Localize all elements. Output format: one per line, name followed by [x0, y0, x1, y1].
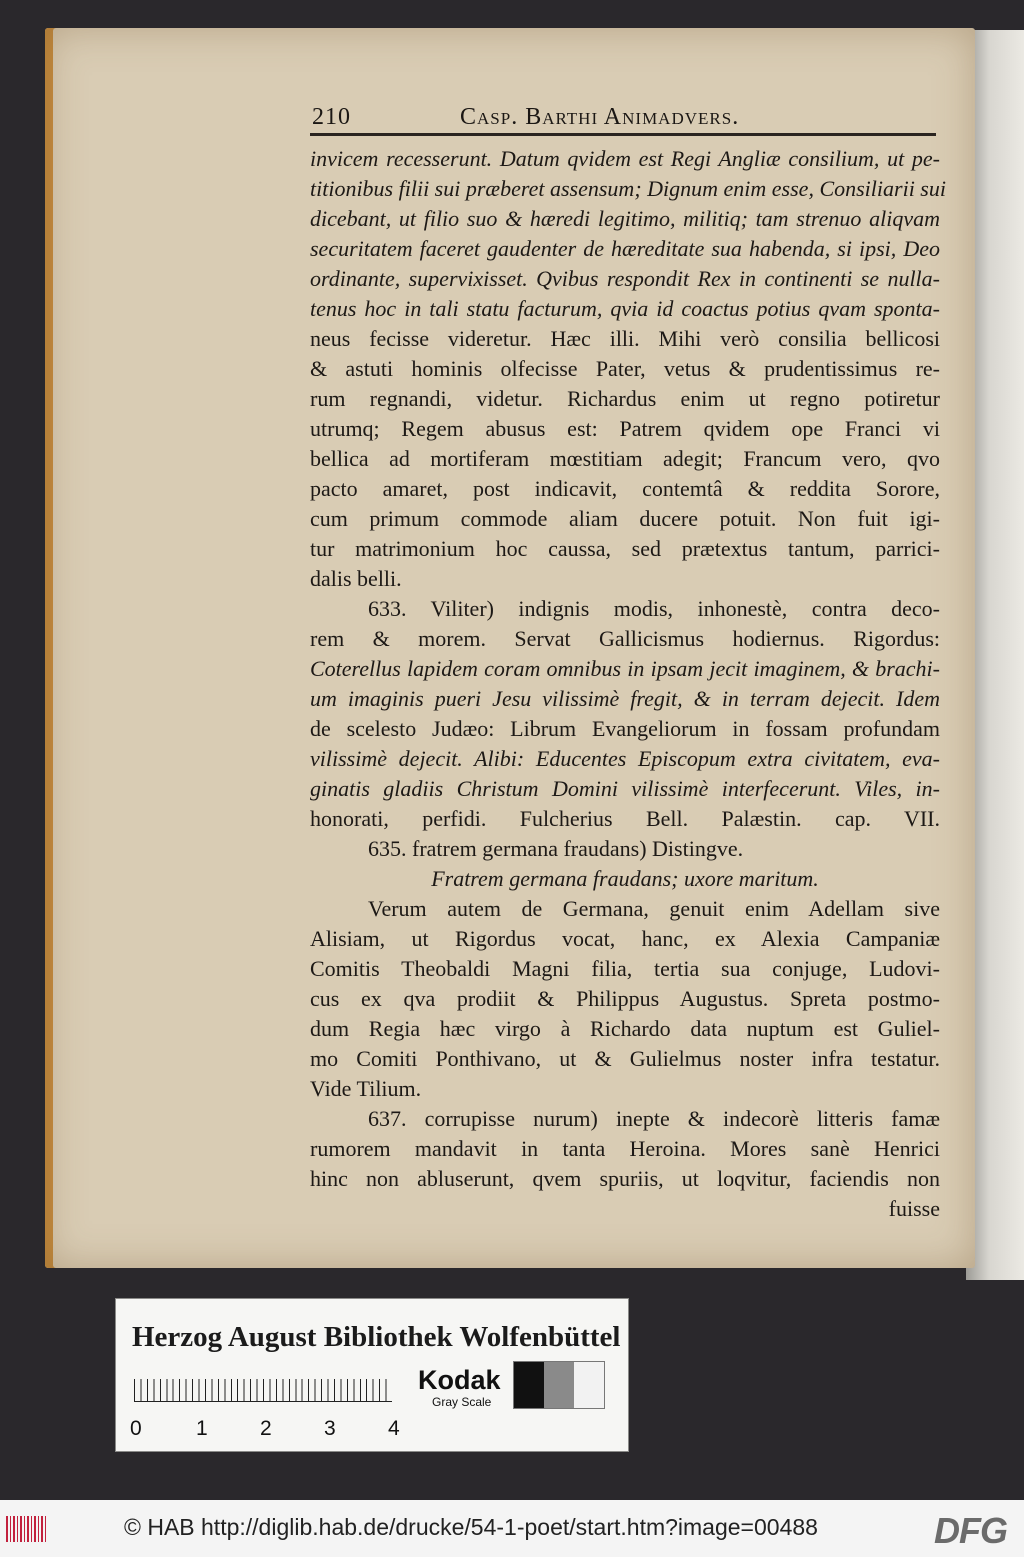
- text-line: fuisse: [888, 1196, 940, 1221]
- text-line: dum Regia hæc virgo à Richardo data nuptum est Guliel-: [310, 1016, 940, 1041]
- kodak-brand: Kodak: [418, 1365, 501, 1395]
- text-line: dicebant, ut filio suo & hæredi legitimo, militiq; tam strenuo aliqvam: [310, 206, 940, 231]
- text-line: Fratrem germana fraudans; uxore maritum.: [431, 866, 819, 891]
- text-line: de scelesto Judæo: Librum Evangeliorum in fossam profundam: [310, 716, 940, 741]
- scale-number: 3: [324, 1417, 336, 1440]
- barcode-icon: [6, 1516, 46, 1542]
- text-line: titionibus filii sui præberet assensum; Dignum enim esse, Consiliarii sui: [310, 176, 946, 201]
- text-line: rem & morem. Servat Gallicismus hodiernus. Rigordus:: [310, 626, 940, 651]
- scale-number: 1: [196, 1417, 208, 1440]
- text-line: invicem recesserunt. Datum qvidem est Regi Angliæ consilium, ut pe-: [310, 146, 940, 171]
- text-line: pacto amaret, post indicavit, contemtâ & reddita Sorore,: [310, 476, 940, 501]
- page-header: [312, 104, 940, 134]
- text-line: Coterellus lapidem coram omnibus in ipsam jecit imaginem, & brachi-: [310, 656, 940, 681]
- gray-scale-label: Gray Scale: [432, 1395, 492, 1409]
- text-line: & astuti hominis olfecisse Pater, vetus & prudentissimus re-: [310, 356, 940, 381]
- text-line: honorati, perfidi. Fulcherius Bell. Palæstin. cap. VII.: [310, 806, 940, 831]
- text-line: ginatis gladiis Christum Domini vilissimè interfecerunt. Viles, in-: [310, 776, 940, 801]
- text-line: rumorem mandavit in tanta Heroina. Mores sanè Henrici: [310, 1136, 940, 1161]
- color-scale-card: [115, 1298, 629, 1452]
- ruler-baseline: [134, 1401, 392, 1402]
- ruler-ticks: [134, 1379, 392, 1401]
- copyright-link[interactable]: © HAB http://diglib.hab.de/drucke/54-1-poet/start.htm?image=00488: [124, 1514, 818, 1540]
- page-text: [310, 144, 946, 1224]
- text-line: tenus hoc in tali statu facturum, qvia id coactus potius qvam sponta-: [310, 296, 940, 321]
- text-line: Vide Tilium.: [310, 1076, 422, 1101]
- text-line: rum regnandi, videtur. Richardus enim ut regno potiretur: [310, 386, 940, 411]
- scale-number: 4: [388, 1417, 400, 1440]
- running-title: Casp. Barthi Animadvers.: [460, 104, 740, 130]
- scale-number: 2: [260, 1417, 272, 1440]
- header-rule: [310, 133, 936, 136]
- text-line: utrumq; Regem abusus est: Patrem qvidem ope Franci vi: [310, 416, 940, 441]
- text-line: Verum autem de Germana, genuit enim Adellam sive: [368, 896, 940, 921]
- text-line: securitatem faceret gaudenter de hæreditate sua habenda, si ipsi, Deo: [310, 236, 940, 261]
- dfg-logo[interactable]: DFG: [934, 1510, 1007, 1551]
- gray-patch: [544, 1362, 574, 1408]
- scale-number: 0: [130, 1417, 142, 1440]
- text-line: Alisiam, ut Rigordus vocat, hanc, ex Alexia Campaniæ: [310, 926, 940, 951]
- text-line: 633. Viliter) indignis modis, inhonestè, contra deco-: [368, 596, 940, 621]
- text-line: mo Comiti Ponthivano, ut & Gulielmus noster infra testatur.: [310, 1046, 940, 1071]
- text-line: cus ex qva prodiit & Philippus Augustus. Spreta postmo-: [310, 986, 940, 1011]
- text-line: tur matrimonium hoc caussa, sed prætextus tantum, parrici-: [310, 536, 940, 561]
- text-line: bellica ad mortiferam mœstitiam adegit; Francum vero, qvo: [310, 446, 940, 471]
- library-name: Herzog August Bibliothek Wolfenbüttel: [132, 1321, 621, 1353]
- text-line: hinc non abluserunt, qvem spuriis, ut loqvitur, faciendis non: [310, 1166, 940, 1191]
- text-line: um imaginis pueri Jesu vilissimè fregit, & in terram dejecit. Idem: [310, 686, 940, 711]
- text-line: 637. corrupisse nurum) inepte & indecorè litteris famæ: [368, 1106, 940, 1131]
- page-number: 210: [312, 104, 351, 130]
- text-line: neus fecisse videretur. Hæc illi. Mihi verò consilia bellicosi: [310, 326, 940, 351]
- text-line: dalis belli.: [310, 566, 402, 591]
- gray-patch: [574, 1362, 604, 1408]
- gray-patch: [514, 1362, 544, 1408]
- viewer-footer: [0, 1500, 1024, 1557]
- text-line: vilissimè dejecit. Alibi: Educentes Episcopum extra civitatem, eva-: [310, 746, 940, 771]
- ruler: [134, 1379, 392, 1413]
- text-line: ordinante, supervixisset. Qvibus respondit Rex in continenti se nulla-: [310, 266, 940, 291]
- gray-patches: [513, 1361, 605, 1409]
- text-line: 635. fratrem germana fraudans) Distingve.: [368, 836, 744, 861]
- text-line: cum primum commode aliam ducere potuit. Non fuit igi-: [310, 506, 940, 531]
- text-line: Comitis Theobaldi Magni filia, tertia sua conjuge, Ludovi-: [310, 956, 940, 981]
